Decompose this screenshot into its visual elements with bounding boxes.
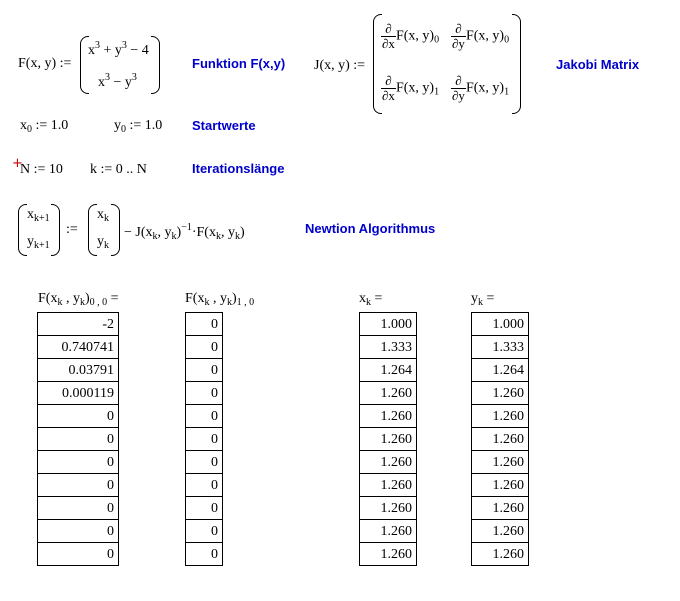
red-plus-icon: + [12,156,23,171]
table-cell: 1.260 [472,497,528,520]
table-cell: 1.260 [472,520,528,543]
table-cell: 0 [38,405,118,428]
jacobi-matrix [373,14,521,114]
table-yk [471,312,529,566]
table-cell: 0 [38,497,118,520]
newton-assign-operator: := [66,222,78,237]
table-cell: 0 [38,451,118,474]
n-assignment: N := 10 [20,162,63,177]
table-cell: 1.260 [360,382,416,405]
label-funktion: Funktion F(x,y) [192,56,286,71]
table-cell: 1.260 [472,382,528,405]
table-cell: 1.264 [360,359,416,382]
table-cell: 0 [186,474,222,497]
table-cell: 1.260 [360,520,416,543]
table-cell: 1.264 [472,359,528,382]
table-cell: 1.260 [360,497,416,520]
table-cell: 1.260 [472,405,528,428]
jacobi-cell-0-1: $\frac{\partial}{\partial y}$ F(x, $y)_0$ [452,21,510,51]
table-cell: 0.000119 [38,382,118,405]
table-cell: 1.260 [360,405,416,428]
newton-update-term: − $J(x_k$, $y_k)^{-1}\cdot F(x_k$, $y_k$) [124,222,245,242]
table-cell: 1.333 [360,336,416,359]
table-cell: 0 [186,313,222,336]
table-cell: 1.260 [360,543,416,566]
table-cell: 1.000 [472,313,528,336]
table-cell: 0 [186,382,222,405]
table-cell: 1.333 [472,336,528,359]
f-definition-lhs: F(x, y) := [18,56,72,71]
jacobi-cell-1-0: $\frac{\partial}{\partial x}$ F(x, $y)_1$ [382,73,440,103]
table-f0 [37,312,119,566]
table-cell: 0 [38,474,118,497]
table-cell: 1.260 [472,428,528,451]
f-row-2: $x^3 - y^3$ [98,72,137,90]
table-cell: 0 [38,543,118,566]
table-cell: 1.260 [472,543,528,566]
table-cell: 1.000 [360,313,416,336]
table-cell: 1.260 [360,474,416,497]
label-startwerte: Startwerte [192,118,256,133]
table-cell: 0.03791 [38,359,118,382]
table-cell: 0 [186,428,222,451]
header-yk: $y_k$ = [471,291,495,308]
table-cell: 0 [186,543,222,566]
table-cell: 0.740741 [38,336,118,359]
jacobi-cell-0-0: $\frac{\partial}{\partial x}$ F(x, $y)_0$ [382,21,440,51]
table-cell: 1.260 [360,428,416,451]
table-cell: 1.260 [472,451,528,474]
k-range-assignment: k := 0 .. N [90,162,147,177]
table-cell: 0 [186,336,222,359]
table-cell: 0 [186,520,222,543]
table-xk [359,312,417,566]
jacobi-cell-1-1: $\frac{\partial}{\partial y}$ F(x, $y)_1$ [452,73,510,103]
label-newton: Newtion Algorithmus [305,221,436,236]
label-jakobi: Jakobi Matrix [556,57,640,72]
table-cell: 0 [38,428,118,451]
table-cell: 0 [186,359,222,382]
x0-assignment: $x_0$ := 1.0 [20,118,69,135]
newton-rhs-vector: $x_k$ $y_k$ [88,204,120,256]
j-definition-lhs: J(x, y) := [314,58,366,73]
table-cell: 0 [186,451,222,474]
table-cell: 1.260 [472,474,528,497]
header-xk: $x_k$ = [359,291,383,308]
f-vector [80,36,160,94]
table-cell: 0 [186,405,222,428]
table-cell: -2 [38,313,118,336]
table-cell: 0 [38,520,118,543]
label-iterationslaenge: Iterationslänge [192,161,285,176]
y0-assignment: $y_0$ := 1.0 [114,118,163,135]
header-f1: $F(x_k$ , $y_k)_{1 , 0}$ [185,291,255,308]
newton-lhs-vector: $x_{k+1}$ $y_{k+1}$ [18,204,60,256]
table-f1 [185,312,223,566]
f-row-1: $x^3 + y^3 - 4$ [88,40,149,58]
table-cell: 1.260 [360,451,416,474]
header-f0: $F(x_k$ , $y_k)_{0 , 0}$ = [38,291,119,308]
table-cell: 0 [186,497,222,520]
